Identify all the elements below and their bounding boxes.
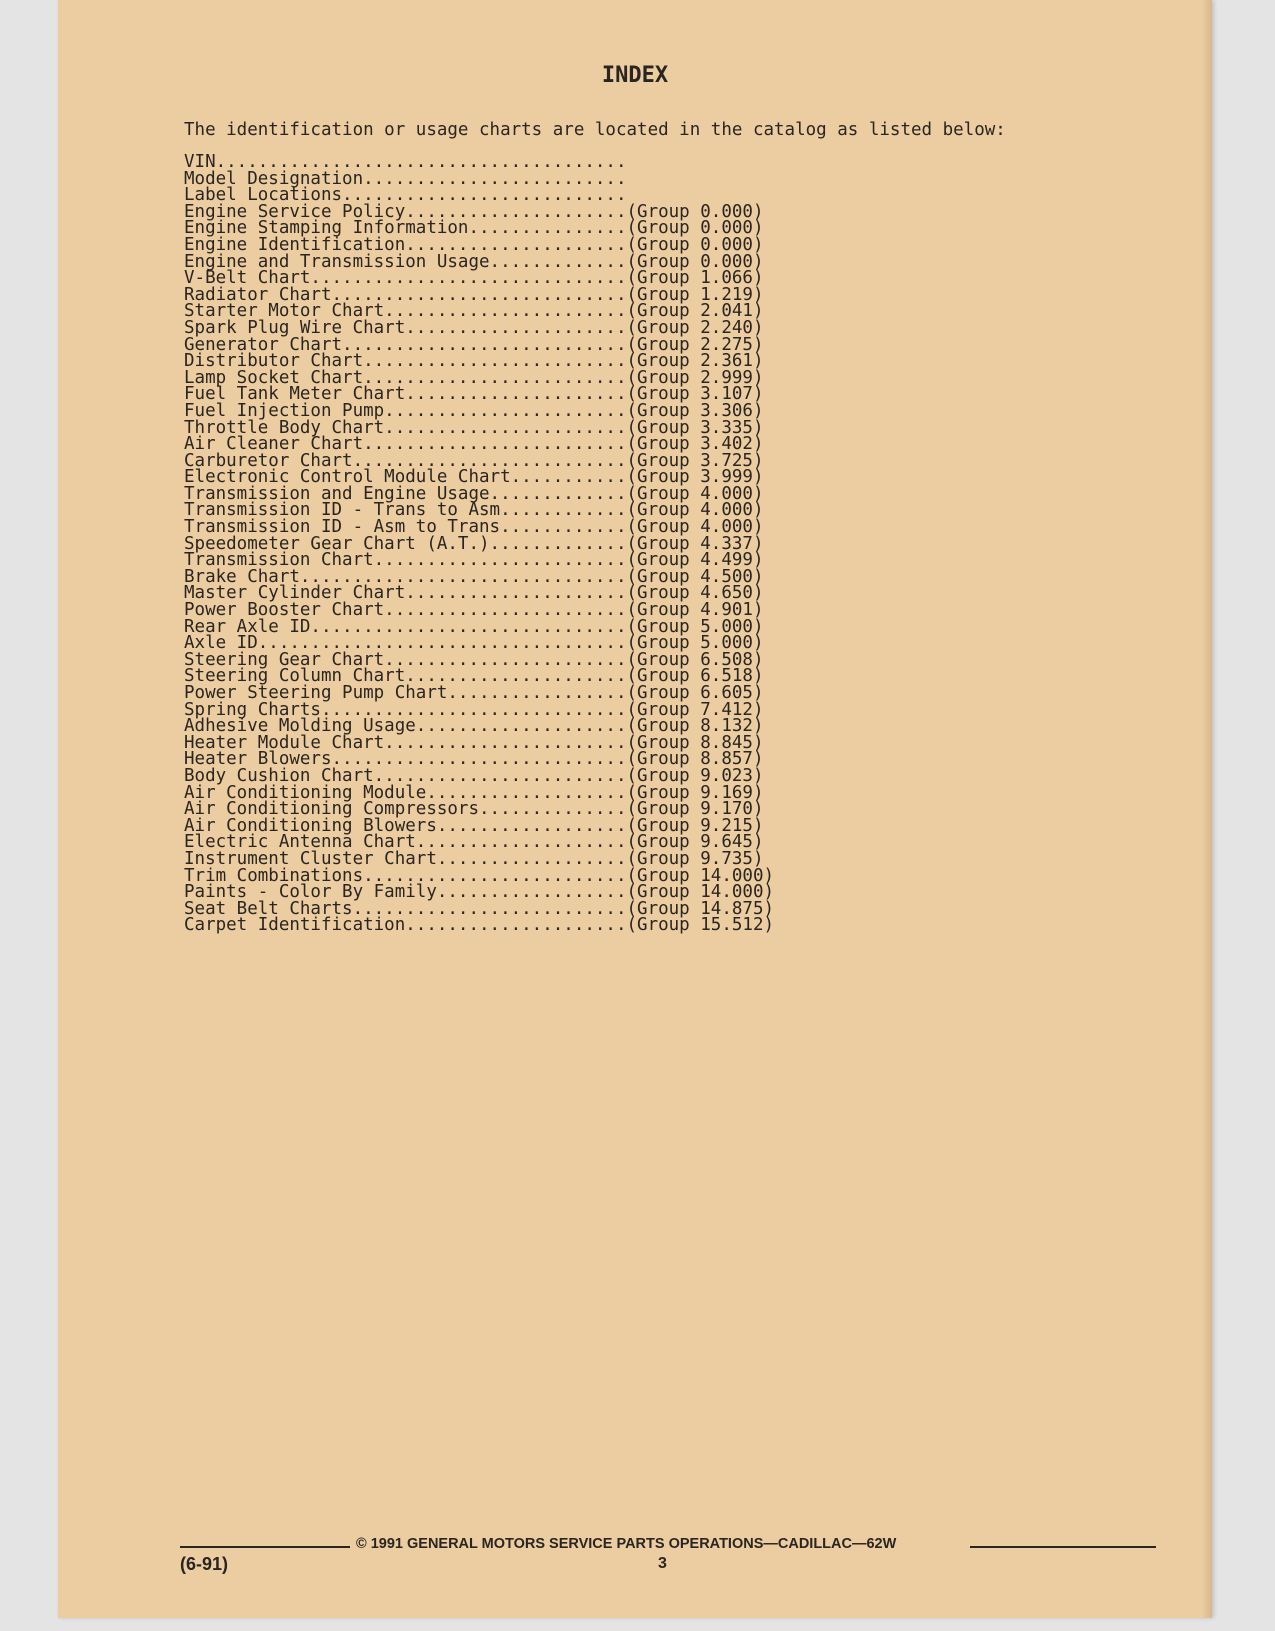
index-entry: Distributor Chart.........................(Group 2.361) <box>184 351 764 372</box>
index-entry: Engine Service Policy.....................(Group 0.000) <box>184 201 764 222</box>
document-page <box>58 0 1212 1618</box>
index-entry: Generator Chart...........................(Group 2.275) <box>184 334 764 355</box>
index-entry: Steering Gear Chart.......................(Group 6.508) <box>184 649 764 670</box>
index-entry: Instrument Cluster Chart..................(Group 9.735) <box>184 848 764 869</box>
index-entry: Trim Combinations.........................(Group 14.000) <box>184 865 775 886</box>
index-entry: Throttle Body Chart.......................(Group 3.335) <box>184 417 764 438</box>
index-entry: Heater Blowers............................(Group 8.857) <box>184 749 764 770</box>
footer-copyright: © 1991 GENERAL MOTORS SERVICE PARTS OPERATIONS—CADILLAC—62W <box>356 1536 897 1552</box>
index-entry: Electronic Control Module Chart...........(Group 3.999) <box>184 467 764 488</box>
page-title: INDEX <box>601 63 669 88</box>
index-entry: Heater Module Chart.......................(Group 8.845) <box>184 732 764 753</box>
index-entry: Label Locations........................... <box>184 185 627 206</box>
index-entry: Power Steering Pump Chart.................(Group 6.605) <box>184 683 764 703</box>
index-entry: V-Belt Chart..............................(Group 1.066) <box>184 268 764 289</box>
intro-text: The identification or usage charts are located in the catalog as listed below: <box>184 120 1006 140</box>
index-entry: Carpet Identification.....................(Group 15.512) <box>184 915 775 936</box>
index-entry: Starter Motor Chart.......................(Group 2.041) <box>184 301 764 322</box>
footer-revision-date: (6-91) <box>180 1554 229 1574</box>
index-entry: Rear Axle ID..............................(Group 5.000) <box>184 616 764 637</box>
index-entry: Fuel Tank Meter Chart.....................(Group 3.107) <box>184 384 764 405</box>
index-entry: Transmission ID - Asm to Trans............(Group 4.000) <box>184 517 764 538</box>
index-entry: Engine Identification.....................(Group 0.000) <box>184 234 764 255</box>
index-entry: Electric Antenna Chart....................(Group 9.645) <box>184 832 764 853</box>
index-entry: Axle ID...................................(Group 5.000) <box>184 633 764 654</box>
index-entry: Steering Column Chart.....................(Group 6.518) <box>184 666 764 687</box>
index-entry: Air Conditioning Module...................(Group 9.169) <box>184 782 764 803</box>
index-entry: Body Cushion Chart........................(Group 9.023) <box>184 765 764 786</box>
index-entry: Brake Chart...............................(Group 4.500) <box>184 566 764 587</box>
index-entry: Transmission and Engine Usage.............(Group 4.000) <box>184 483 764 504</box>
index-entry: Adhesive Molding Usage....................(Group 8.132) <box>184 716 764 737</box>
index-entry: Carburetor Chart..........................(Group 3.725) <box>184 450 764 471</box>
index-entry: Fuel Injection Pump.......................(Group 3.306) <box>184 400 764 421</box>
index-entry: Air Conditioning Blowers..................(Group 9.215) <box>184 815 764 836</box>
page-number: 3 <box>658 1555 667 1572</box>
index-entry: Master Cylinder Chart.....................(Group 4.650) <box>184 583 764 604</box>
index-entry: Spark Plug Wire Chart.....................(Group 2.240) <box>184 317 764 338</box>
index-entry: Radiator Chart............................(Group 1.219) <box>184 284 764 305</box>
index-entry: Air Cleaner Chart.........................(Group 3.402) <box>184 434 764 455</box>
index-entry: Engine Stamping Information...............(Group 0.000) <box>184 218 764 239</box>
index-entry: Transmission ID - Trans to Asm............(Group 4.000) <box>184 500 764 521</box>
index-entry: Lamp Socket Chart.........................(Group 2.999) <box>184 367 764 388</box>
index-entry: Transmission Chart........................(Group 4.499) <box>184 550 764 571</box>
index-entry: Seat Belt Charts..........................(Group 14.875) <box>184 898 775 919</box>
index-list <box>184 154 774 934</box>
footer-rule-left <box>180 1546 350 1548</box>
index-entry: VIN....................................... <box>184 152 627 172</box>
footer-rule-right <box>970 1546 1156 1548</box>
index-entry: Air Conditioning Compressors..............(Group 9.170) <box>184 799 764 820</box>
index-entry: Power Booster Chart.......................(Group 4.901) <box>184 600 764 621</box>
index-entry: Speedometer Gear Chart (A.T.).............(Group 4.337) <box>184 533 764 554</box>
index-entry: Spring Charts.............................(Group 7.412) <box>184 699 764 720</box>
index-entry: Paints - Color By Family..................(Group 14.000) <box>184 882 775 903</box>
index-entry: Engine and Transmission Usage.............(Group 0.000) <box>184 251 764 272</box>
index-entry: Model Designation......................... <box>184 168 627 189</box>
